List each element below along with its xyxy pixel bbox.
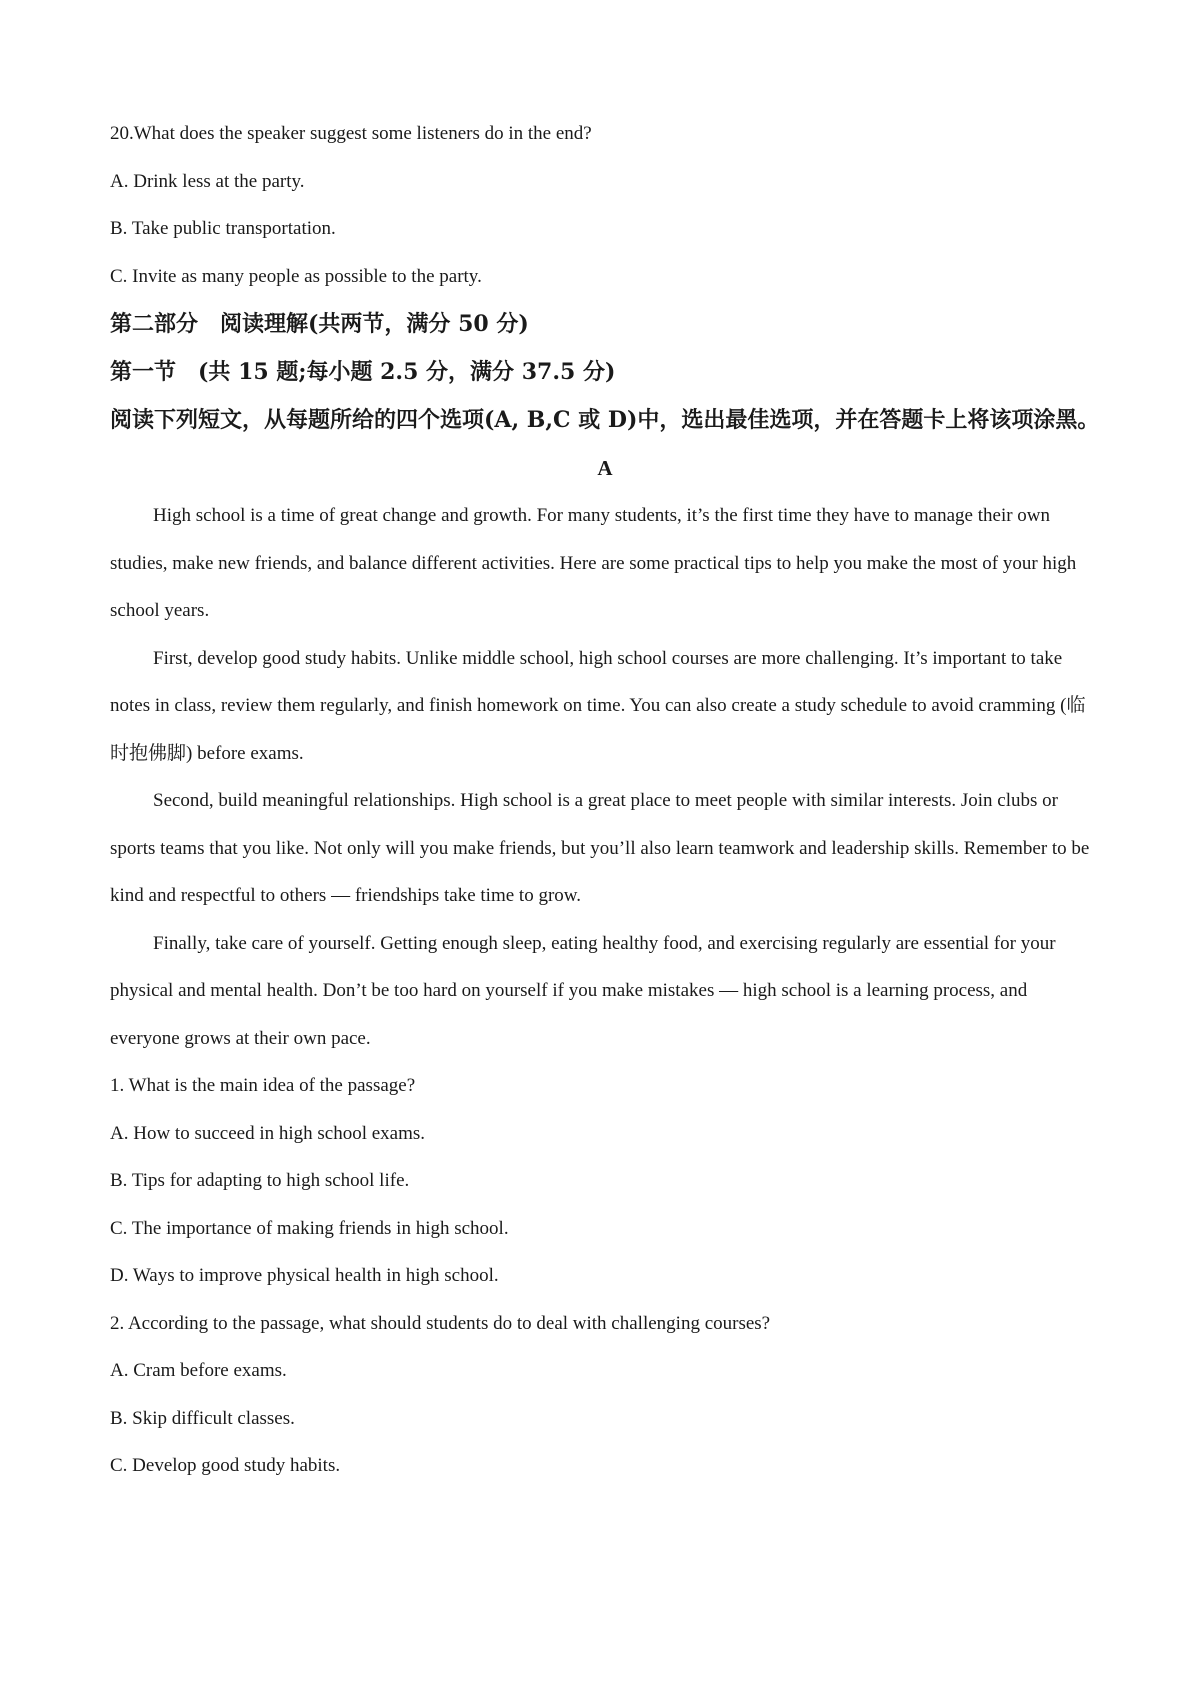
question-2-option-a: A. Cram before exams. [110, 1360, 287, 1381]
question-20-option-a: A. Drink less at the party. [110, 170, 305, 192]
question-20-option-c: C. Invite as many people as possible to the party. [110, 265, 482, 287]
question-2-option-c: C. Develop good study habits. [110, 1455, 341, 1476]
question-20-option-b: B. Take public transportation. [110, 218, 336, 239]
exam-page [110, 110, 1100, 1490]
passage-paragraph-1: High school is a time of great change and growth. For many students, it’s the first time they have to manage their own studies, make new friends, and balance different activities. Here are some practical tips to help you make the most of your high school years. [110, 505, 1077, 621]
question-1-option-a: A. How to succeed in high school exams. [110, 1122, 426, 1144]
question-2-option-b: B. Skip difficult classes. [110, 1407, 295, 1429]
passage-heading: A [597, 456, 613, 480]
question-2-stem: 2. According to the passage, what should students do to deal with challenging courses? [110, 1312, 771, 1334]
reading-instructions: 阅读下列短文，从每题所给的四个选项(A, B,C 或 D)中，选出最佳选项，并在答题卡上将该项涂黑。 [110, 407, 1100, 433]
passage-paragraph-3: Second, build meaningful relationships. High school is a great place to meet people with similar interests. Join clubs or sports teams that you like. Not only will you make friends, but you’ll also learn teamwork and leadership skills. Remember to be kind and respectful to others — friendships take time to grow. [110, 790, 1090, 906]
passage-paragraph-4: Finally, take care of yourself. Getting enough sleep, eating healthy food, and exercising regularly are essential for your physical and mental health. Don’t be too hard on yourself if you make mistakes — high school is a learning process, and everyone grows at their own pace. [110, 932, 1056, 1049]
question-1-option-c: C. The importance of making friends in high school. [110, 1217, 509, 1239]
question-1-option-b: B. Tips for adapting to high school life. [110, 1170, 410, 1191]
question-1-option-d: D. Ways to improve physical health in high school. [110, 1265, 499, 1286]
question-20-stem: 20.What does the speaker suggest some listeners do in the end? [110, 123, 592, 144]
part-title: 第二部分 阅读理解(共两节，满分 50 分) [110, 311, 529, 337]
section-title: 第一节 (共 15 题;每小题 2.5 分，满分 37.5 分) [110, 359, 616, 385]
passage-paragraph-2: First, develop good study habits. Unlike middle school, high school courses are more challenging. It’s important to take notes in class, review them regularly, and finish homework on time. You can also create a study schedule to avoid cramming (临时抱佛脚) before exams. [110, 647, 1086, 764]
question-1-stem: 1. What is the main idea of the passage? [110, 1075, 416, 1096]
